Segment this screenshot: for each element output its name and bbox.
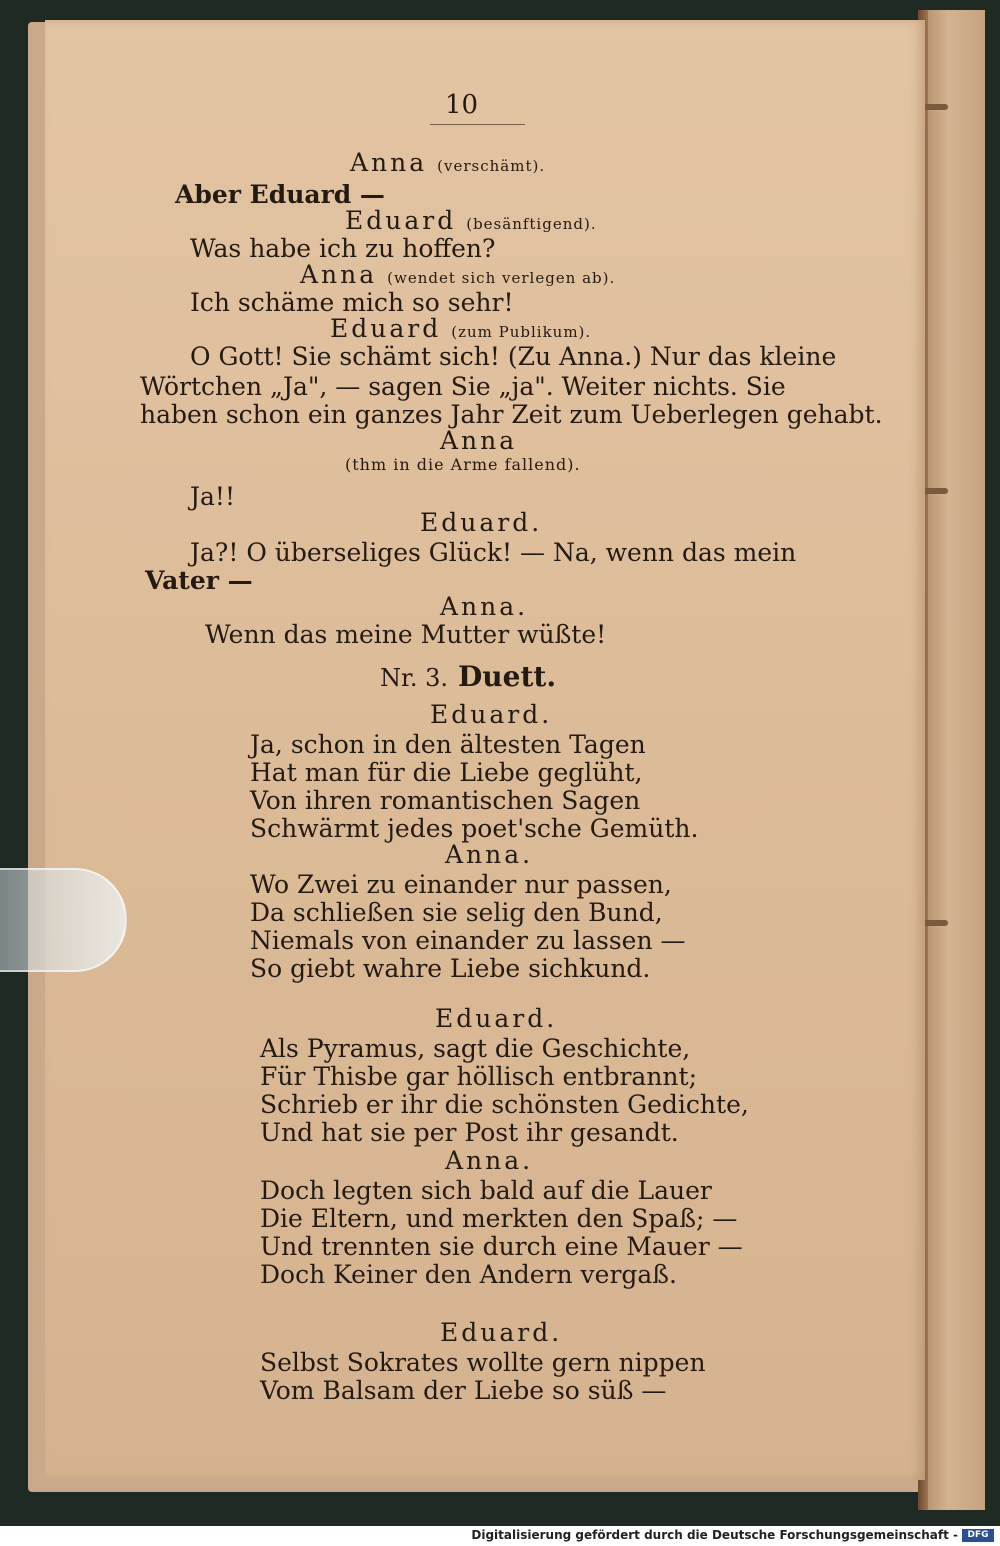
verse-line: Doch legten sich bald auf die Lauer [260, 1176, 712, 1205]
number-label: Nr. 3. [380, 664, 448, 692]
right-page-edge [925, 10, 985, 1510]
verse-line: Ja, schon in den ältesten Tagen [250, 730, 646, 759]
number-title [380, 662, 556, 693]
speaker-name: Eduard [345, 206, 457, 235]
verse-line: Schwärmt jedes poet'sche Gemüth. [250, 814, 699, 843]
verse-line: Die Eltern, und merkten den Spaß; — [260, 1204, 738, 1233]
verse-line: Als Pyramus, sagt die Geschichte, [260, 1034, 691, 1063]
speaker-name: Anna [440, 426, 518, 455]
dialogue-line: O Gott! Sie schämt sich! (Zu Anna.) Nur das kleine [190, 342, 837, 371]
speaker-name: Anna. [440, 592, 529, 621]
dialogue-line: Ja?! O überseliges Glück! — Na, wenn das mein [190, 538, 797, 567]
book-page [45, 20, 925, 1480]
verse-line: Und hat sie per Post ihr gesandt. [260, 1118, 679, 1147]
footer-credit: Digitalisierung gefördert durch die Deutsche Forschungsgemeinschaft - [471, 1528, 958, 1542]
song-title: Duett. [458, 660, 557, 693]
stage-direction: (verschämt). [437, 157, 546, 175]
stage-direction: (thm in die Arme fallend). [345, 455, 581, 474]
verse-line: Selbst Sokrates wollte gern nippen [260, 1348, 706, 1377]
verse-line: Von ihren romantischen Sagen [250, 786, 641, 815]
speaker-name: Eduard. [420, 508, 543, 537]
dialogue-line: Vater — [145, 566, 253, 595]
verse-speaker: Anna. [445, 840, 534, 869]
plastic-clip [0, 868, 127, 972]
verse-line: Doch Keiner den Andern vergaß. [260, 1260, 677, 1289]
verse-speaker: Anna. [445, 1146, 534, 1175]
verse-line: Vom Balsam der Liebe so süß — [260, 1376, 667, 1405]
verse-line: So giebt wahre Liebe sichkund. [250, 954, 651, 983]
speaker-name: Eduard [330, 314, 442, 343]
speaker-name: Anna [350, 148, 428, 177]
dialogue-line: haben schon ein ganzes Jahr Zeit zum Ueberlegen gehabt. [140, 400, 883, 429]
verse-speaker: Eduard. [430, 700, 553, 729]
dialogue-line: Wenn das meine Mutter wüßte! [205, 620, 607, 649]
stage-direction: (besänftigend). [466, 215, 597, 233]
dialogue-line: Ja!! [190, 482, 236, 511]
verse-line: Für Thisbe gar höllisch entbrannt; [260, 1062, 697, 1091]
dialogue-line: Ich schäme mich so sehr! [190, 288, 514, 317]
verse-line: Da schließen sie selig den Bund, [250, 898, 663, 927]
stage-direction: (wendet sich verlegen ab). [387, 269, 616, 287]
verse-line: Niemals von einander zu lassen — [250, 926, 686, 955]
page-number: 10 [445, 90, 479, 120]
dialogue-line: Aber Eduard — [175, 180, 385, 209]
verse-line: Schrieb er ihr die schönsten Gedichte, [260, 1090, 749, 1119]
verse-speaker: Eduard. [440, 1318, 563, 1347]
verse-line: Wo Zwei zu einander nur passen, [250, 870, 672, 899]
speaker-line [350, 148, 545, 181]
dialogue-line: Was habe ich zu hoffen? [190, 234, 496, 263]
verse-line: Und trennten sie durch eine Mauer — [260, 1232, 743, 1261]
verse-line: Hat man für die Liebe geglüht, [250, 758, 643, 787]
verse-speaker: Eduard. [435, 1004, 558, 1033]
header-rule [430, 124, 525, 125]
stage-direction: (zum Publikum). [451, 323, 592, 341]
dialogue-line: Wörtchen „Ja", — sagen Sie „ja". Weiter nichts. Sie [140, 372, 786, 401]
dfg-logo: DFG [962, 1529, 994, 1542]
footer-bar [0, 1526, 1000, 1546]
speaker-name: Anna [300, 260, 378, 289]
